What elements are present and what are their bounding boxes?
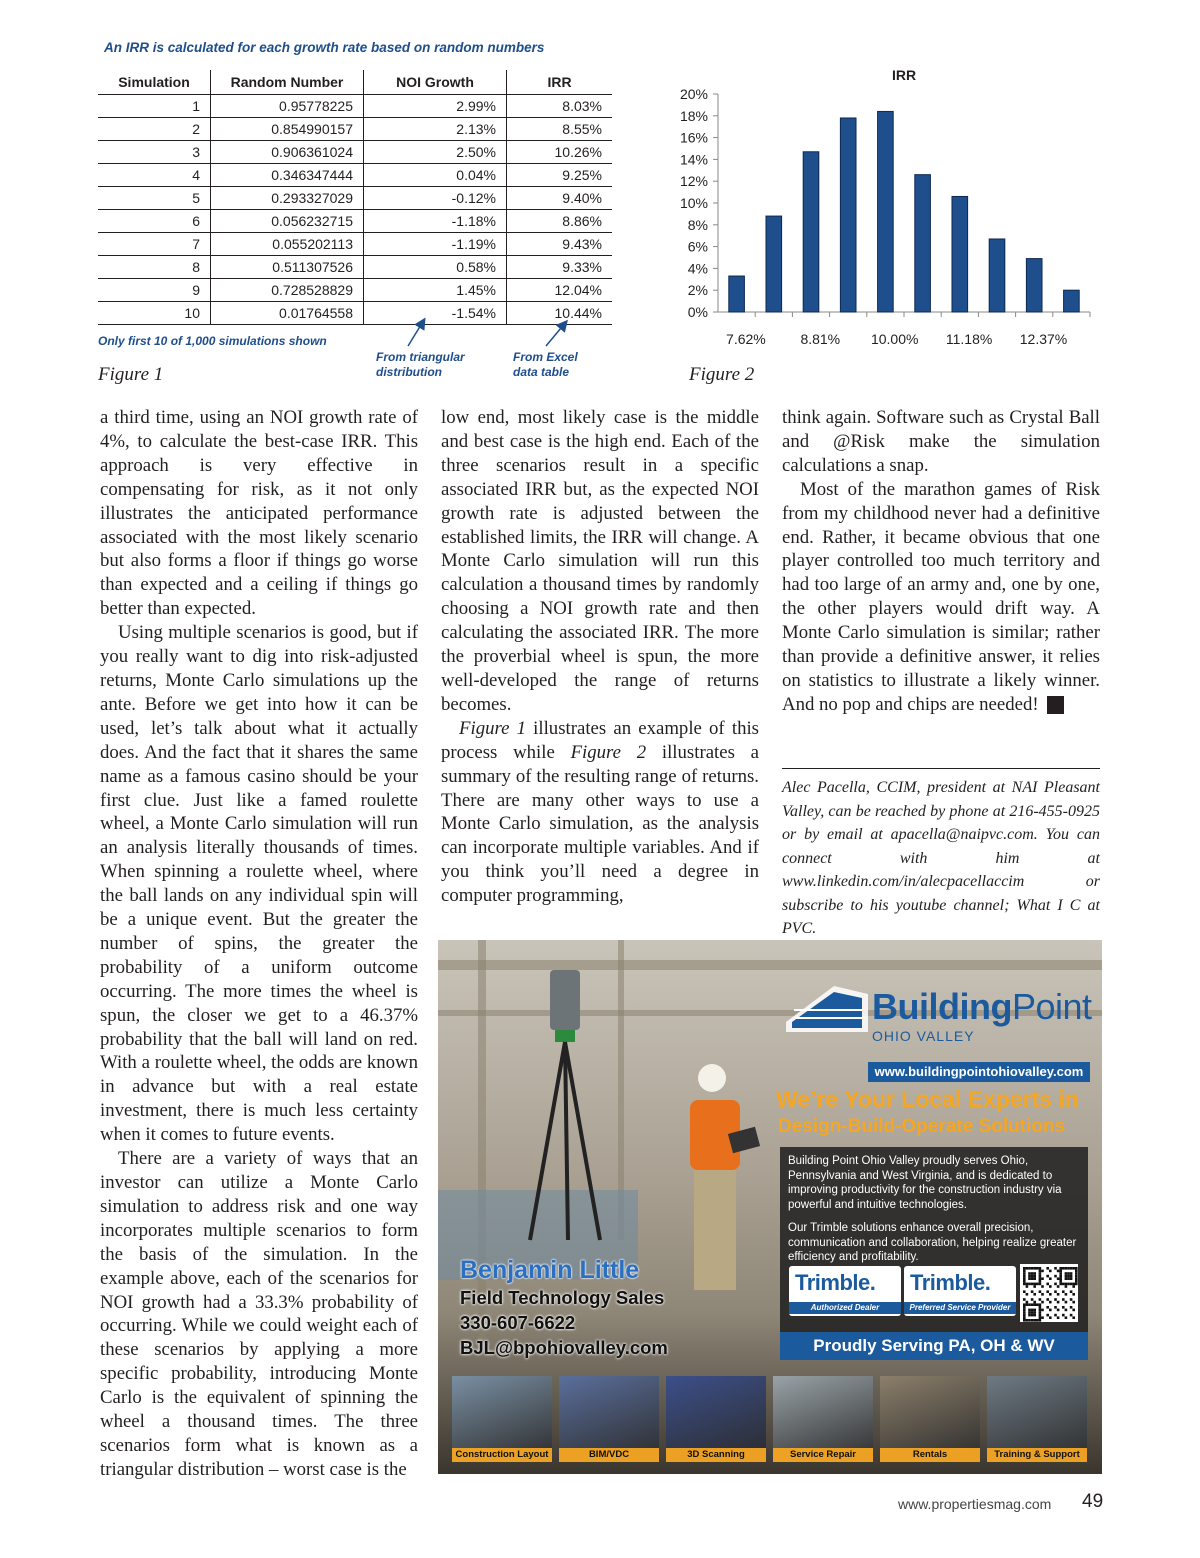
service-thumbnail [773, 1376, 873, 1462]
arrow-noi [408, 320, 424, 346]
table-row [98, 210, 612, 233]
footer-website[interactable]: www.propertiesmag.com [898, 1496, 1052, 1512]
trimble-logo: Trimble. [795, 1270, 876, 1295]
cell-irr: 10.26% [507, 141, 613, 164]
cell-irr: 8.03% [507, 95, 613, 118]
cell-simulation: 6 [98, 210, 211, 233]
article-paragraph [441, 717, 759, 908]
chart-bar [915, 175, 931, 312]
qr-code-icon[interactable] [1020, 1264, 1078, 1322]
service-label: Rentals [880, 1448, 980, 1462]
ad-headline: We’re Your Local Experts in [776, 1086, 1079, 1112]
buildingpoint-brand [872, 986, 1092, 1028]
y-tick-label: 18% [679, 107, 708, 124]
table-row [98, 256, 612, 279]
table-row [98, 233, 612, 256]
cell-irr: 8.86% [507, 210, 613, 233]
callout-irr [513, 350, 578, 380]
cell-noi-growth: 2.13% [364, 118, 507, 141]
article-column-2 [441, 406, 759, 908]
cell-irr: 9.33% [507, 256, 613, 279]
cell-random-number: 0.293327029 [211, 187, 364, 210]
services-thumbnail-strip [452, 1376, 1088, 1462]
chart-bar [1064, 290, 1080, 312]
article-paragraph: think again. Software such as Crystal Ball and @Risk make the simulation calculations a snap. [782, 407, 1100, 476]
callout-arrows [360, 310, 600, 350]
cell-random-number: 0.055202113 [211, 233, 364, 256]
chart-bar [1026, 259, 1042, 312]
service-thumbnail [559, 1376, 659, 1462]
cell-irr: 10.44% [507, 302, 613, 325]
cell-simulation: 10 [98, 302, 211, 325]
cell-simulation: 4 [98, 164, 211, 187]
cell-simulation: 1 [98, 95, 211, 118]
contact-phone[interactable]: 330-607-6622 [460, 1312, 576, 1333]
cell-noi-growth: 2.50% [364, 141, 507, 164]
chart-bar [989, 239, 1005, 312]
table-row [98, 141, 612, 164]
cell-noi-growth: -1.18% [364, 210, 507, 233]
service-thumbnail [987, 1376, 1087, 1462]
contact-email[interactable]: BJL@bpohiovalley.com [460, 1337, 668, 1358]
cell-noi-growth: -0.12% [364, 187, 507, 210]
badge-caption: Authorized Dealer [789, 1302, 901, 1314]
service-thumbnail [666, 1376, 766, 1462]
chart-bar [952, 196, 968, 312]
cell-irr: 9.40% [507, 187, 613, 210]
service-label: Training & Support [987, 1448, 1087, 1462]
cell-simulation: 7 [98, 233, 211, 256]
author-bio: Alec Pacella, CCIM, president at NAI Pleasant Valley, can be reached by phone at 216-455-0925 or by email at apacella@naipvc.com. You can connect with him at www.linkedin.com/in/alecpacellaccim or subscribe to his youtube channel; What I C at PVC. [782, 779, 1100, 937]
cell-random-number: 0.056232715 [211, 210, 364, 233]
service-label: BIM/VDC [559, 1448, 659, 1462]
contact-name: Benjamin Little [460, 1256, 640, 1284]
chart-bar [803, 152, 819, 312]
cell-irr: 9.43% [507, 233, 613, 256]
article-paragraph [782, 478, 1100, 717]
cell-noi-growth: 2.99% [364, 95, 507, 118]
trimble-service-provider-badge [904, 1266, 1016, 1316]
surveyor-illustration [670, 1060, 780, 1360]
service-label: 3D Scanning [666, 1448, 766, 1462]
end-of-article-mark: P [1047, 696, 1064, 714]
brand-region: OHIO VALLEY [872, 1028, 975, 1044]
table-row [98, 187, 612, 210]
y-tick-label: 6% [687, 238, 708, 255]
cell-noi-growth: -1.19% [364, 233, 507, 256]
cell-random-number: 0.854990157 [211, 118, 364, 141]
article-column-1 [100, 406, 418, 1482]
brand-bold: Building [872, 986, 1012, 1027]
callout-noi [376, 350, 465, 380]
service-thumbnail [452, 1376, 552, 1462]
callout-irr-line2: data table [513, 365, 570, 379]
article-text: Most of the marathon games of Risk from my childhood never had a definitive end. Rather, it became obvious that one player controlled too much territory and had too large of an army and, one by one, the other players would drift way. A Monte Carlo simulation is similar; rather than provide a definitive answer, it relies on statistics to illustrate a likely winner. And no pop and chips are needed! [782, 478, 1100, 715]
bio-divider [782, 768, 1100, 769]
service-label: Service Repair [773, 1448, 873, 1462]
callout-irr-line1: From Excel [513, 350, 578, 364]
callout-noi-line2: distribution [376, 365, 442, 379]
irr-histogram-chart [660, 62, 1100, 358]
header-simulation: Simulation [98, 70, 211, 95]
cell-noi-growth: 0.04% [364, 164, 507, 187]
ad-website-link[interactable]: www.buildingpointohiovalley.com [868, 1062, 1090, 1082]
chart-bar [766, 216, 782, 312]
cell-random-number: 0.511307526 [211, 256, 364, 279]
figure1-reference: Figure 1 [459, 717, 526, 739]
cell-random-number: 0.728528829 [211, 279, 364, 302]
cell-simulation: 9 [98, 279, 211, 302]
x-tick-label: 12.37% [1019, 331, 1068, 347]
y-tick-label: 20% [679, 86, 708, 102]
article-column-3 [782, 406, 1100, 717]
article-paragraph: Using multiple scenarios is good, but if you really want to dig into risk-adjusted returns, Monte Carlo simulations up the ante. Before we get into how it can be used, let’s talk about what it actually does. And the fact that it shares the same name as a famous casino should be your first clue. Just like a famed roulette wheel, a Monte Carlo simulation will run an analysis literally thousands of times. When spinning a roulette wheel, where the ball lands on any individual spin will be a unique event. But the greater the number of spins, the greater the probability of a uniform outcome occurring. The more times the wheel is spun, the closer we get to a 46.37% probability that the ball will land on red. With a roulette wheel, the odds are known in advance but with a real estate investment, there is much less certainty when it comes to future events. [100, 622, 418, 1146]
trimble-logo: Trimble. [910, 1270, 991, 1295]
service-area-banner: Proudly Serving PA, OH & WV [780, 1332, 1088, 1360]
y-tick-label: 4% [687, 260, 708, 277]
table-header-row [98, 70, 612, 95]
article-paragraph: a third time, using an NOI growth rate of 4%, to calculate the best-case IRR. This approach is very effective in compensating for risk, as it not only illustrates the anticipated performance associated with the most likely scenario but also forms a floor if things go worse than expected and a ceiling if things go better than expected. [100, 407, 418, 620]
y-tick-label: 0% [687, 304, 708, 320]
service-thumbnail [880, 1376, 980, 1462]
badge-caption: Preferred Service Provider [904, 1302, 1016, 1314]
y-tick-label: 16% [679, 129, 708, 146]
simulation-table [98, 70, 612, 325]
ad-subheadline: Design-Build-Operate Solutions [778, 1116, 1066, 1137]
figure1-title: An IRR is calculated for each growth rate based on random numbers [104, 40, 545, 55]
chart-title: IRR [891, 67, 917, 83]
ad-paragraph: Our Trimble solutions enhance overall precision, communication and collaboration, helping realize greater efficiency and profitability. [788, 1222, 1077, 1263]
hardhat-icon [698, 1064, 726, 1092]
cell-simulation: 5 [98, 187, 211, 210]
cell-irr: 12.04% [507, 279, 613, 302]
cell-random-number: 0.01764558 [211, 302, 364, 325]
chart-bar [729, 276, 745, 312]
trimble-authorized-dealer-badge [789, 1266, 901, 1316]
callout-noi-line1: From triangular [376, 350, 465, 364]
table-row [98, 164, 612, 187]
brand-light: Point [1011, 986, 1092, 1027]
article-paragraph: There are a variety of ways that an investor can utilize a Monte Carlo simulation to address risk and one way incorporates multiple scenarios to form the basis of the simulation. In the example above, each of the scenarios for NOI growth had a 33.3% probability of occurring. While we could weight each of these scenarios by applying a more specific probability, introducing Monte Carlo is the equivalent of spinning the wheel a thousand times. The three scenarios form what is known as a triangular distribution – worst case is the [100, 1148, 418, 1480]
header-irr: IRR [507, 70, 613, 95]
buildingpoint-logo-icon [784, 982, 870, 1036]
cell-noi-growth: -1.54% [364, 302, 507, 325]
article-text: illustrates a summary of the resulting range of returns. There are many other ways to use a Monte Carlo simulation, as the analysis can incorporate multiple variables. And if you think you’ll need a degree in computer programming, [441, 741, 759, 907]
header-noi-growth: NOI Growth [364, 70, 507, 95]
table-row [98, 118, 612, 141]
figure2-label: Figure 2 [689, 364, 755, 385]
header-random-number: Random Number [211, 70, 364, 95]
cell-simulation: 8 [98, 256, 211, 279]
chart-bar [840, 118, 856, 312]
cell-noi-growth: 1.45% [364, 279, 507, 302]
chart-bar [878, 111, 894, 312]
article-text: illustrates an example of this process while [441, 717, 759, 763]
cell-random-number: 0.95778225 [211, 95, 364, 118]
x-tick-label: 10.00% [870, 331, 919, 347]
table-row [98, 279, 612, 302]
y-tick-label: 14% [679, 151, 708, 168]
y-tick-label: 10% [679, 195, 708, 211]
cell-irr: 8.55% [507, 118, 613, 141]
x-tick-label: 11.18% [945, 331, 993, 347]
cell-random-number: 0.346347444 [211, 164, 364, 187]
x-tick-label: 7.62% [726, 331, 766, 347]
ad-paragraph: Building Point Ohio Valley proudly serves Ohio, Pennsylvania and West Virginia, and is dedicated to improving productivity for the construction industry via powerful and intuitive technologies. [788, 1155, 1062, 1211]
y-tick-label: 12% [679, 173, 708, 190]
page-number: 49 [1082, 1491, 1104, 1512]
cell-simulation: 3 [98, 141, 211, 164]
cell-noi-growth: 0.58% [364, 256, 507, 279]
article-paragraph: low end, most likely case is the middle and best case is the high end. Each of the three scenarios result in a specific associated IRR but, as the expected NOI growth rate is adjusted between the established limits, the IRR will change. A Monte Carlo simulation will run this calculation a thousand times by randomly choosing a NOI growth rate and then calculating the associated IRR. The more the proverbial wheel is spun, the more well-developed the range of returns becomes. [441, 407, 759, 715]
figure1-note: Only first 10 of 1,000 simulations shown [98, 334, 327, 348]
service-label: Construction Layout [452, 1448, 552, 1462]
table-body [98, 95, 612, 325]
arrow-irr [546, 322, 566, 346]
cell-simulation: 2 [98, 118, 211, 141]
cell-irr: 9.25% [507, 164, 613, 187]
y-tick-label: 2% [687, 282, 708, 299]
laser-scanner-icon [520, 950, 610, 1250]
figure2-reference: Figure 2 [570, 741, 647, 763]
figure1-label: Figure 1 [98, 364, 164, 385]
x-tick-label: 8.81% [800, 331, 841, 347]
table-row [98, 95, 612, 118]
y-tick-label: 8% [687, 216, 708, 233]
cell-random-number: 0.906361024 [211, 141, 364, 164]
contact-title: Field Technology Sales [460, 1287, 665, 1308]
